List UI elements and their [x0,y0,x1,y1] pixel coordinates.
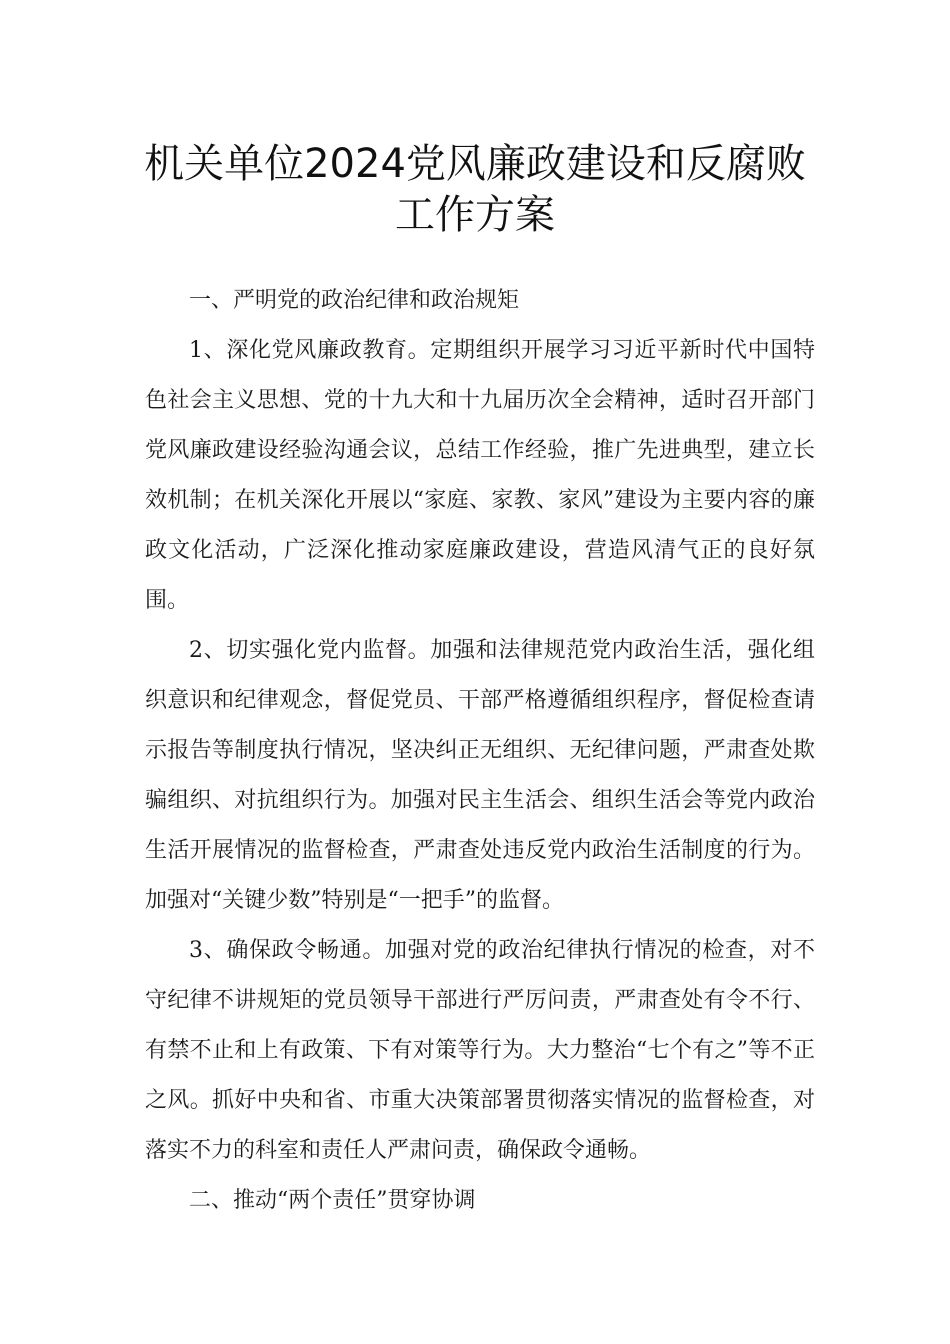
document-title-line-2: 工作方案 [395,192,555,238]
document-title-line-1: 机关单位2024党风廉政建设和反腐败 [144,141,806,187]
section-heading-2: 二、推动“两个责任”贯穿协调 [189,1188,476,1213]
paragraph-2: 2、切实强化党内监督。加强和法律规范党内政治生活，强化组织意识和纪律观念，督促党员、干部严格遵循组织程序，督促检查请示报告等制度执行情况，坚决纠正无组织、无纪律问题，严肃查处欺骗组织、对抗组织行为。加强对民主生活会、组织生活会等党内政治生活开展情况的监督检查，严肃查处违反党内政治生活制度的行为。加强对“关键少数”特别是“一把手”的监督。 [145,638,815,913]
paragraph-3: 3、确保政令畅通。加强对党的政治纪律执行情况的检查，对不守纪律不讲规矩的党员领导干部进行严厉问责，严肃查处有令不行、有禁不止和上有政策、下有对策等行为。大力整治“七个有之”等不正之风。抓好中央和省、市重大决策部署贯彻落实情况的监督检查，对落实不力的科室和责任人严肃问责，确保政令通畅。 [145,938,815,1163]
section-heading-1: 一、严明党的政治纪律和政治规矩 [189,288,520,313]
paragraph-1: 1、深化党风廉政教育。定期组织开展学习习近平新时代中国特色社会主义思想、党的十九大和十九届历次全会精神，适时召开部门党风廉政建设经验沟通会议，总结工作经验，推广先进典型，建立长效机制；在机关深化开展以“家庭、家教、家风”建设为主要内容的廉政文化活动，广泛深化推动家庭廉政建设，营造风清气正的良好氛围。 [145,338,815,613]
document-body [145,276,815,1226]
